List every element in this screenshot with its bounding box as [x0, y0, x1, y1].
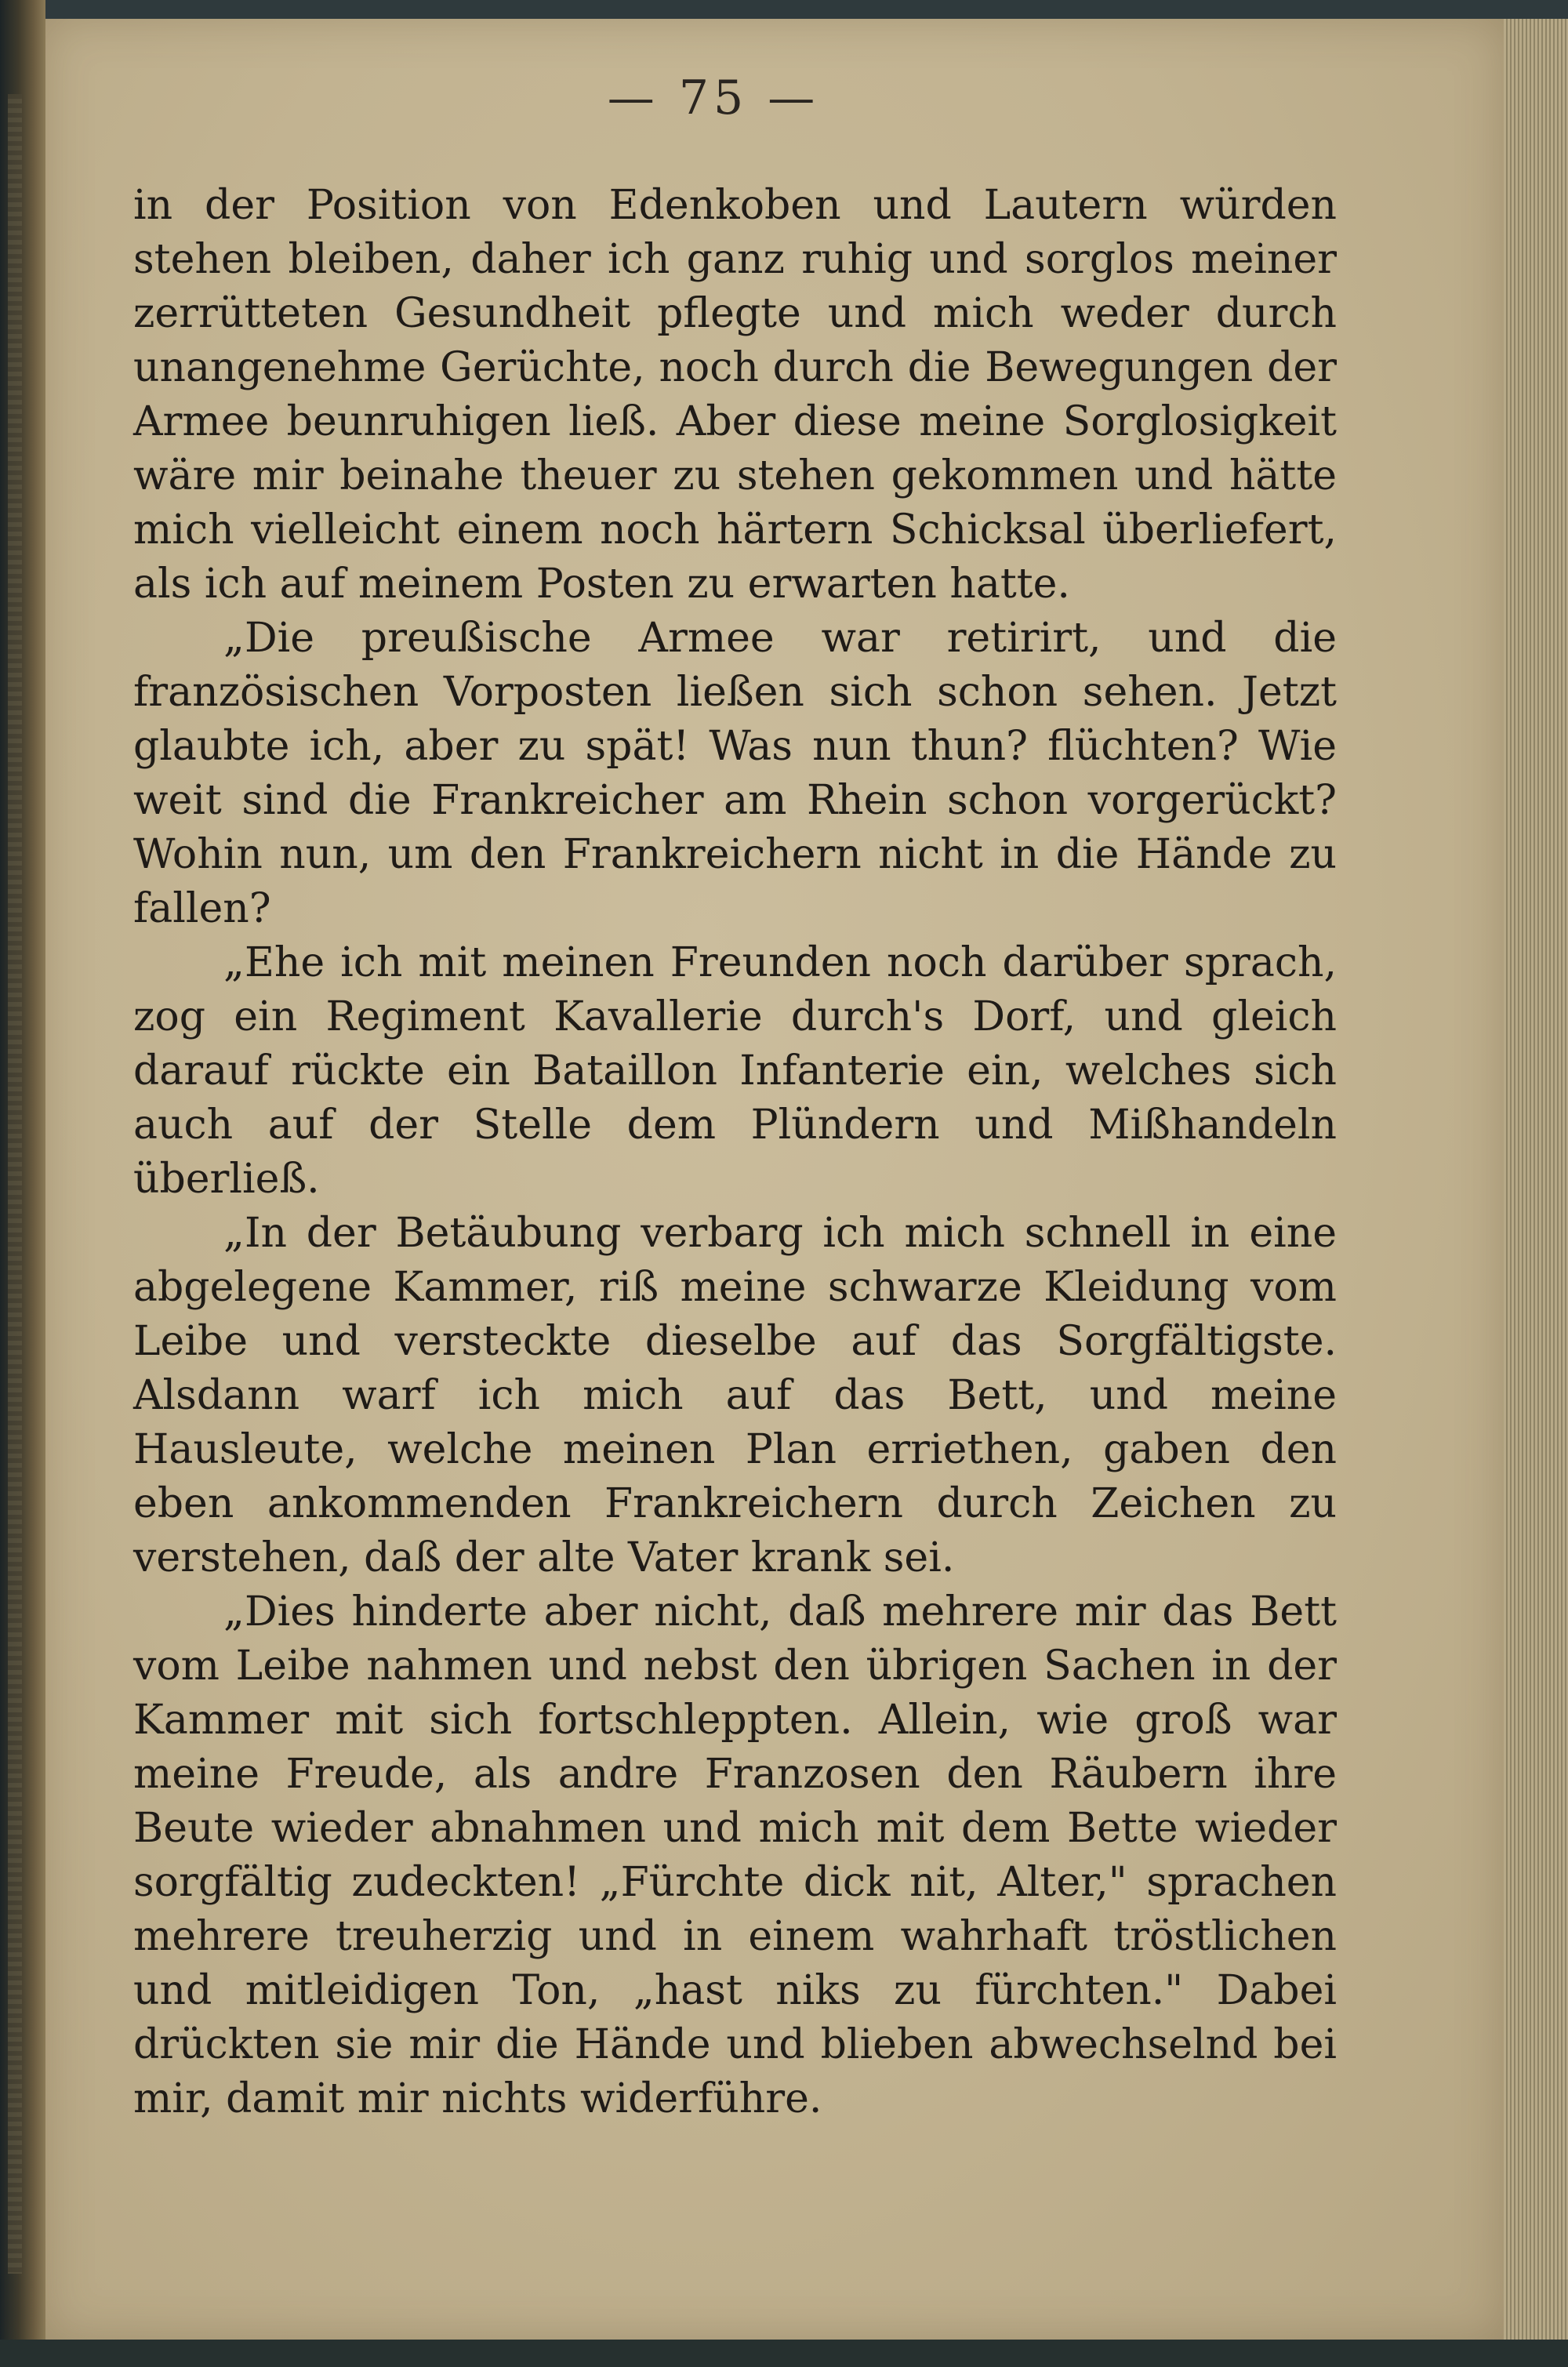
binding-stripe: [8, 94, 22, 2274]
page-stack-edges: [1504, 19, 1568, 2340]
book-cover-left-edge: [0, 0, 45, 2367]
paragraph-2: „Die preußische Armee war retirirt, und die französischen Vorposten ließen sich schon sehen. Jetzt glaubte ich, aber zu spät! Was nun thun? flüchten? Wie weit sind die Frankreicher am Rhein schon vorgerückt? Wohin nun, um den Frankreichern nicht in die Hände zu fallen?: [133, 615, 1337, 932]
paragraph-4: „In der Betäubung verbarg ich mich schnell in eine abgelegene Kammer, riß meine schwarze Kleidung vom Leibe und versteckte dieselbe auf das Sorgfältigste. Alsdann warf ich mich auf das Bett, und meine Hausleute, welche meinen Plan erriethen, gaben den eben ankommenden Frankreichern durch Zeichen zu verstehen, daß der alte Vater krank sei.: [133, 1210, 1337, 1581]
paragraph-5: „Dies hinderte aber nicht, daß mehrere mir das Bett vom Leibe nahmen und nebst den übrigen Sachen in der Kammer mit sich fortschleppten. Allein, wie groß war meine Freude, als andre Franzosen den Räubern ihre Beute wieder abnahmen und mich mit dem Bette wieder sorgfältig zudeckten! „Fürchte dick nit, Alter," sprachen mehrere treuherzig und in einem wahrhaft tröstlichen und mitleidigen Ton, „hast niks zu fürchten." Dabei drückten sie mir die Hände und blieben abwechselnd bei mir, damit mir nichts widerführe.: [133, 1588, 1337, 2122]
page-number: — 75 —: [607, 71, 820, 125]
paragraph-3: „Ehe ich mit meinen Freunden noch darüber sprach, zog ein Regiment Kavallerie durch's Dorf, und gleich darauf rückte ein Bataillon Infanterie ein, welches sich auch auf der Stelle dem Plündern und Mißhandeln überließ.: [133, 939, 1337, 1203]
book-cover-bottom: [0, 2340, 1568, 2367]
paragraph-1: in der Position von Edenkoben und Lautern würden stehen bleiben, daher ich ganz ruhig und sorglos meiner zerrütteten Gesundheit pflegte und mich weder durch unangenehme Gerüchte, noch durch die Bewegungen der Armee beunruhigen ließ. Aber diese meine Sorglosigkeit wäre mir beinahe theuer zu stehen gekommen und hätte mich vielleicht einem noch härtern Schicksal überliefert, als ich auf meinem Posten zu erwarten hatte.: [133, 182, 1337, 608]
page-text-block: [133, 179, 1337, 2126]
